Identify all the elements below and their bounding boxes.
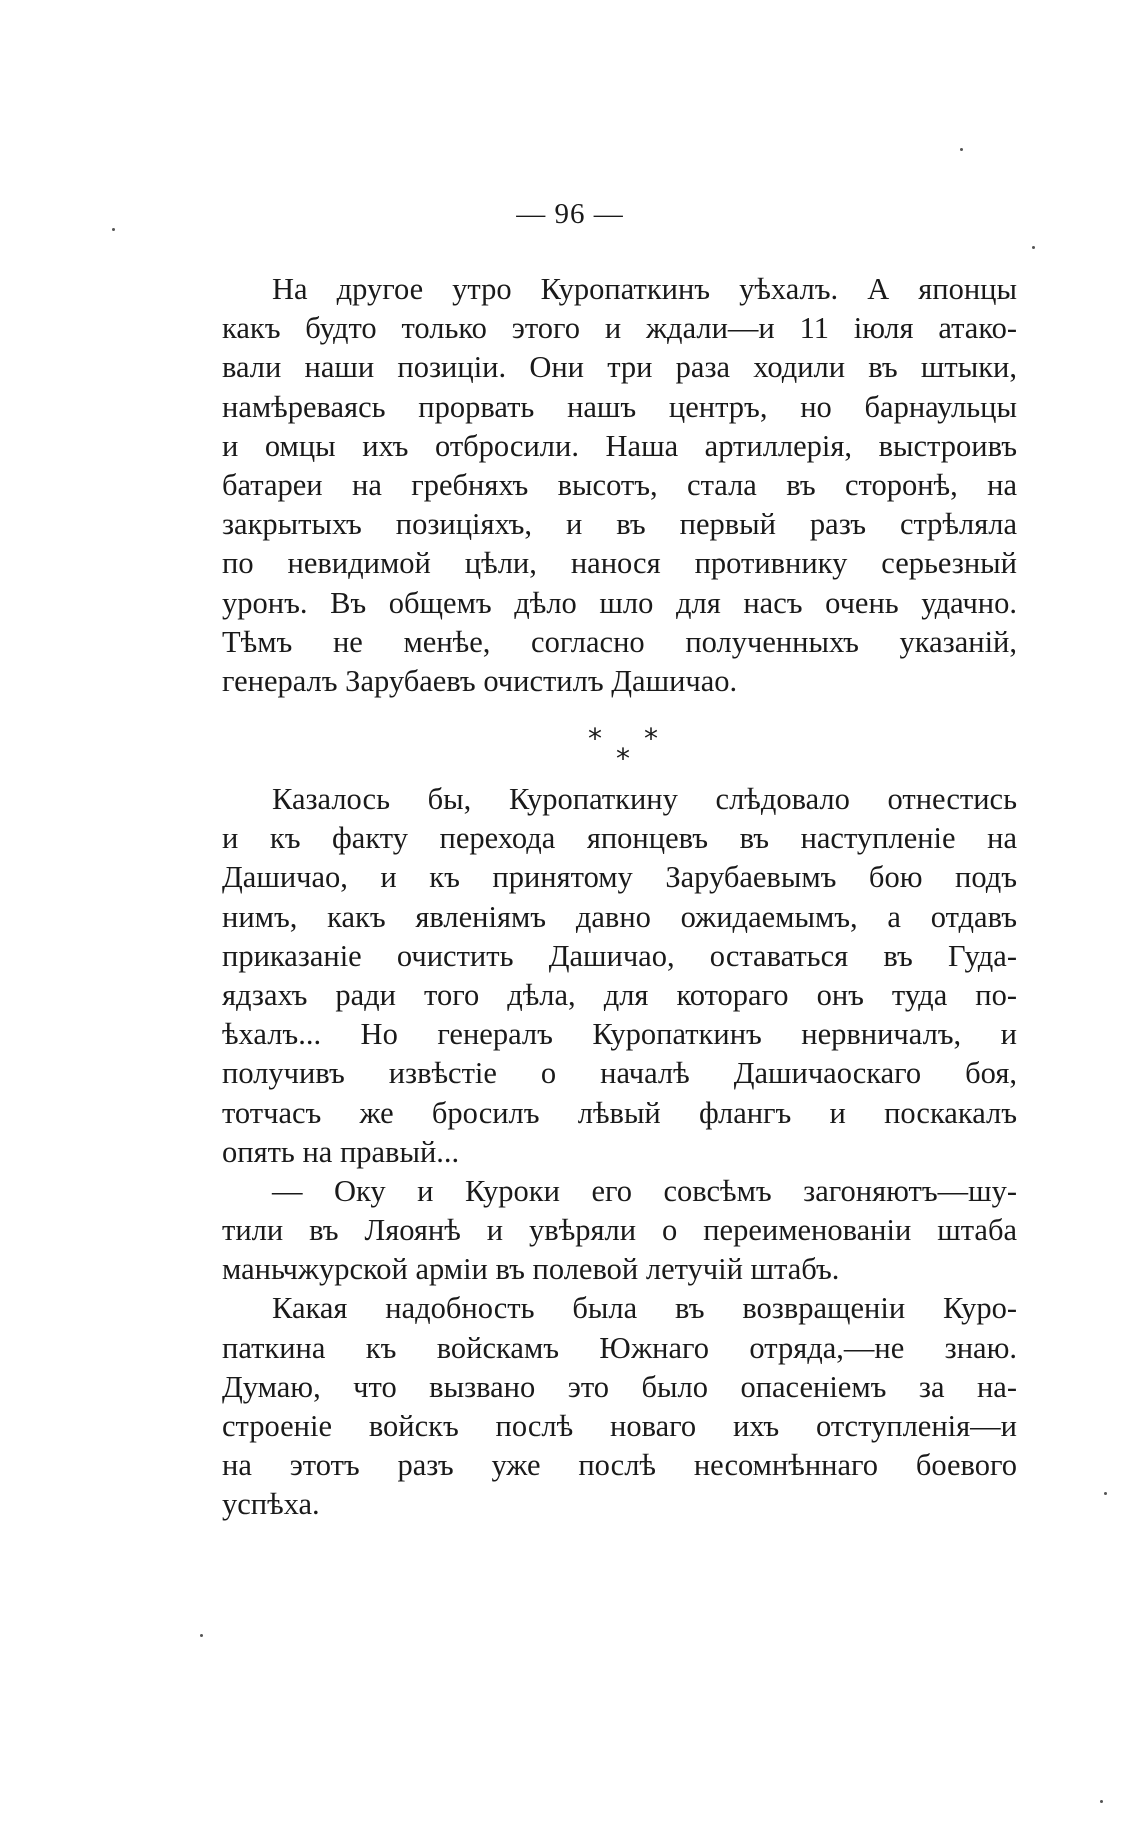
text-line: Какая надобность была въ возвращеніи Куро-	[272, 1291, 1017, 1326]
text-line: успѣха.	[222, 1487, 320, 1522]
text-line: ядзахъ ради того дѣла, для котораго онъ туда по-	[222, 977, 1017, 1012]
text-line: Тѣмъ не менѣе, согласно полученныхъ указаній,	[222, 624, 1017, 659]
text-line: опять на правый...	[222, 1134, 460, 1169]
text-line: батареи на гребняхъ высотъ, стала въ сторонѣ, на	[222, 467, 1017, 502]
paragraph-4	[222, 1289, 1017, 1524]
text-line: На другое утро Куропаткинъ уѣхалъ. А японцы	[272, 272, 1017, 306]
scan-speck	[112, 228, 115, 231]
paragraph-3	[222, 1172, 1017, 1290]
asterism-star: *	[616, 742, 630, 775]
section-divider-asterism	[0, 720, 1140, 775]
text-line: и къ факту перехода японцевъ въ наступленіе на	[222, 821, 1017, 856]
scan-speck	[1104, 1492, 1107, 1495]
text-line: тотчасъ же бросилъ лѣвый флангъ и поскакалъ	[222, 1095, 1017, 1130]
text-block-top	[222, 270, 1017, 701]
text-block-bottom	[222, 780, 1017, 1525]
text-line: генералъ Зарубаевъ очистилъ Дашичао.	[222, 663, 738, 698]
scan-speck	[960, 148, 963, 151]
text-line: Казалось бы, Куропаткину слѣдовало отнестись	[272, 782, 1017, 816]
text-line: получивъ извѣстіе о началѣ Дашичаоскаго боя,	[222, 1056, 1017, 1091]
text-line: тили въ Ляоянѣ и увѣряли о переименованіи штаба	[222, 1213, 1017, 1248]
text-line: ѣхалъ... Но генералъ Куропаткинъ нервничалъ, и	[222, 1017, 1017, 1052]
text-line: Дашичао, и къ принятому Зарубаевымъ бою подъ	[222, 860, 1017, 895]
text-line: приказаніе очистить Дашичао, оставаться въ Гуда-	[222, 938, 1017, 973]
text-line: паткина къ войскамъ Южнаго отряда,—не знаю.	[222, 1330, 1017, 1365]
text-line: уронъ. Въ общемъ дѣло шло для насъ очень удачно.	[222, 585, 1017, 620]
asterism-star: *	[644, 722, 658, 755]
text-line: — Оку и Куроки его совсѣмъ загоняютъ—шу-	[272, 1173, 1017, 1208]
text-line: вали наши позиціи. Они три раза ходили въ штыки,	[222, 350, 1017, 385]
paragraph-2	[222, 780, 1017, 1172]
paragraph-1	[222, 270, 1017, 701]
text-line: нимъ, какъ явленіямъ давно ожидаемымъ, а отдавъ	[222, 899, 1017, 934]
scan-speck	[200, 1634, 203, 1637]
text-line: Думаю, что вызвано это было опасеніемъ за на-	[222, 1369, 1017, 1404]
text-line: по невидимой цѣли, нанося противнику серьезный	[222, 546, 1017, 581]
text-line: какъ будто только этого и ждали—и 11 іюля атако-	[222, 311, 1017, 346]
asterism-star: *	[588, 722, 602, 755]
page-number: — 96 —	[516, 198, 624, 230]
scan-speck	[1032, 246, 1035, 249]
scan-speck	[1100, 1800, 1103, 1803]
text-line: намѣреваясь прорвать нашъ центръ, но барнаульцы	[222, 389, 1017, 424]
text-line: и омцы ихъ отбросили. Наша артиллерія, выстроивъ	[222, 428, 1017, 463]
text-line: на этотъ разъ уже послѣ несомнѣннаго боевого	[222, 1448, 1017, 1483]
text-line: закрытыхъ позиціяхъ, и въ первый разъ стрѣляла	[222, 507, 1017, 542]
text-line: маньчжурской арміи въ полевой летучій штабъ.	[222, 1252, 840, 1287]
text-line: строеніе войскъ послѣ новаго ихъ отступленія—и	[222, 1409, 1017, 1443]
